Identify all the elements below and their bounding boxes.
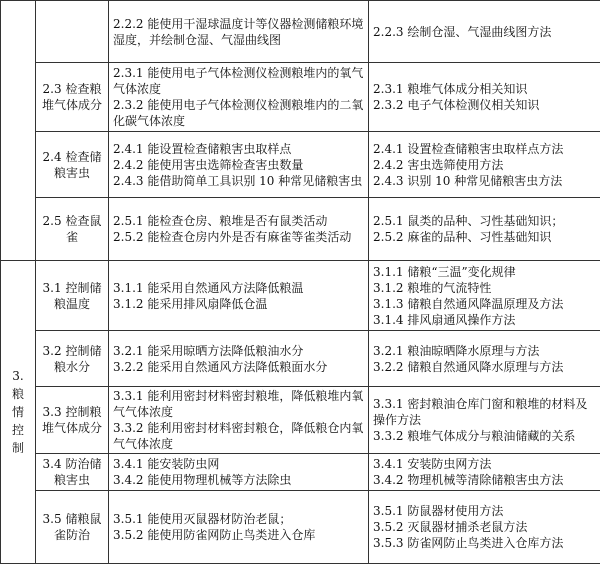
table-row	[1, 63, 600, 132]
knowledge-requirement-cell-line: 3.4.1 安装防虫网方法	[373, 456, 596, 472]
skill-requirement-cell-line: 3.3.2 能利用密封材料密封粮仓，降低粮仓内氧气气体浓度	[113, 420, 364, 452]
knowledge-requirement-cell-line: 3.1.1 储粮“三温”变化规律	[373, 264, 596, 280]
skill-requirement-cell-line: 2.4.2 能使用害虫选筛检查害虫数量	[113, 157, 364, 173]
knowledge-requirement-cell	[369, 132, 600, 198]
knowledge-requirement-cell	[369, 491, 600, 564]
section-3-title-char: 控	[5, 421, 31, 439]
skill-requirement-cell	[109, 63, 369, 132]
knowledge-requirement-cell	[369, 63, 600, 132]
skill-requirement-cell	[109, 491, 369, 564]
skill-requirement-cell	[109, 132, 369, 198]
skill-requirement-cell-line: 3.2.1 能采用晾晒方法降低粮油水分	[113, 343, 364, 359]
knowledge-requirement-cell-line: 3.1.3 储粮自然通风降温原理及方法	[373, 296, 596, 312]
knowledge-requirement-cell-line: 3.5.1 防鼠器材使用方法	[373, 503, 596, 519]
knowledge-requirement-cell-line: 2.5.2 麻雀的品种、习性基础知识	[373, 229, 596, 245]
skill-requirement-cell	[109, 331, 369, 387]
sub-item-cell: 2.4 检查储粮害虫	[36, 132, 109, 198]
skill-requirement-cell-line: 3.4.1 能安装防虫网	[113, 456, 364, 472]
sub-item-cell: 3.3 控制粮堆气体成分	[36, 387, 109, 454]
section-3-title	[1, 261, 36, 564]
section-3-number: 3.	[5, 367, 31, 385]
knowledge-requirement-cell-line: 3.4.2 物理机械等清除储粮害虫方法	[373, 472, 596, 488]
skill-requirement-cell-line: 2.3.1 能使用电子气体检测仪检测粮堆内的氧气气体浓度	[113, 65, 364, 97]
sub-item-cell: 2.5 检查鼠雀	[36, 198, 109, 261]
table-row	[1, 454, 600, 491]
knowledge-requirement-cell-line: 2.4.1 设置检查储粮害虫取样点方法	[373, 141, 596, 157]
skill-requirement-cell-line: 2.4.1 能设置检查储粮害虫取样点	[113, 141, 364, 157]
skill-requirement-cell-line: 3.4.2 能使用物理机械等方法除虫	[113, 472, 364, 488]
skill-requirement-cell-line: 3.1.2 能采用排风扇降低仓温	[113, 296, 364, 312]
knowledge-requirement-cell-line: 2.4.3 识别 10 种常见储粮害虫方法	[373, 173, 596, 189]
table-row	[1, 491, 600, 564]
section-3-title-char: 制	[5, 439, 31, 457]
knowledge-requirement-cell	[369, 387, 600, 454]
skill-requirement-cell-line: 3.5.1 能使用灭鼠器材防治老鼠；	[113, 511, 364, 527]
knowledge-requirement-cell-line: 2.5.1 鼠类的品种、习性基础知识；	[373, 213, 596, 229]
table-row	[1, 198, 600, 261]
table-row	[1, 132, 600, 198]
knowledge-requirement-cell-line: 3.5.2 灭鼠器材捕杀老鼠方法	[373, 519, 596, 535]
skill-requirement-cell-line: 3.5.2 能使用防雀网防止鸟类进入仓库	[113, 527, 364, 543]
sub-item-cell: 3.5 储粮鼠雀防治	[36, 491, 109, 564]
knowledge-requirement-cell	[369, 198, 600, 261]
knowledge-requirement-cell	[369, 1, 600, 63]
knowledge-requirement-cell-line: 3.1.2 粮堆的气流特性	[373, 280, 596, 296]
knowledge-requirement-cell-line: 2.4.2 害虫选筛使用方法	[373, 157, 596, 173]
skill-requirement-cell-line: 2.2.2 能使用干湿球温度计等仪器检测储粮环境湿度，并绘制仓湿、气湿曲线图	[113, 16, 364, 48]
knowledge-requirement-cell-line: 3.3.1 密封粮油仓库门窗和粮堆的材料及操作方法	[373, 396, 596, 428]
sub-item-cell: 2.3 检查粮堆气体成分	[36, 63, 109, 132]
skill-requirement-cell-line: 3.3.1 能利用密封材料密封粮堆，降低粮堆内氧气气体浓度	[113, 388, 364, 420]
skill-requirement-cell-line: 2.3.2 能使用电子气体检测仪检测粮堆内的二氧化碳气体浓度	[113, 97, 364, 129]
section-3-title-char: 粮	[5, 385, 31, 403]
table-row	[1, 1, 600, 63]
skill-requirement-cell-line: 2.5.1 能检查仓房、粮堆是否有鼠类活动	[113, 213, 364, 229]
sub-item-cell: 3.1 控制储粮温度	[36, 261, 109, 331]
skill-requirement-cell	[109, 261, 369, 331]
skill-requirement-cell	[109, 387, 369, 454]
knowledge-requirement-cell-line: 2.3.2 电子气体检测仪相关知识	[373, 97, 596, 113]
skill-requirement-cell	[109, 1, 369, 63]
table-body	[1, 1, 600, 564]
table-row	[1, 387, 600, 454]
knowledge-requirement-cell-line: 3.1.4 排风扇通风操作方法	[373, 312, 596, 328]
skill-requirement-cell-line: 2.4.3 能借助简单工具识别 10 种常见储粮害虫	[113, 173, 364, 189]
sub-item-cell: 3.4 防治储粮害虫	[36, 454, 109, 491]
knowledge-requirement-cell-line: 2.2.3 绘制仓湿、气湿曲线图方法	[373, 24, 596, 40]
knowledge-requirement-cell	[369, 454, 600, 491]
knowledge-requirement-cell-line: 3.2.2 储粮自然通风降水原理与方法	[373, 359, 596, 375]
section-2-category-cell	[1, 1, 36, 261]
table-row	[1, 261, 600, 331]
knowledge-requirement-cell-line: 2.3.1 粮堆气体成分相关知识	[373, 81, 596, 97]
skill-requirement-cell-line: 2.5.2 能检查仓房内外是否有麻雀等雀类活动	[113, 229, 364, 245]
knowledge-requirement-cell-line: 3.3.2 粮堆气体成分与粮油储藏的关系	[373, 428, 596, 444]
section-3-title-char: 情	[5, 403, 31, 421]
sub-item-cell: 3.2 控制储粮水分	[36, 331, 109, 387]
knowledge-requirement-cell-line: 3.2.1 粮油晾晒降水原理与方法	[373, 343, 596, 359]
knowledge-requirement-cell	[369, 331, 600, 387]
knowledge-requirement-cell	[369, 261, 600, 331]
table-row	[1, 331, 600, 387]
skill-requirement-cell-line: 3.1.1 能采用自然通风方法降低粮温	[113, 280, 364, 296]
knowledge-requirement-cell-line: 3.5.3 防雀网防止鸟类进入仓库方法	[373, 535, 596, 551]
sub-item-cell	[36, 1, 109, 63]
skill-requirement-cell	[109, 454, 369, 491]
skill-requirement-cell	[109, 198, 369, 261]
skill-requirement-cell-line: 3.2.2 能采用自然通风方法降低粮面水分	[113, 359, 364, 375]
